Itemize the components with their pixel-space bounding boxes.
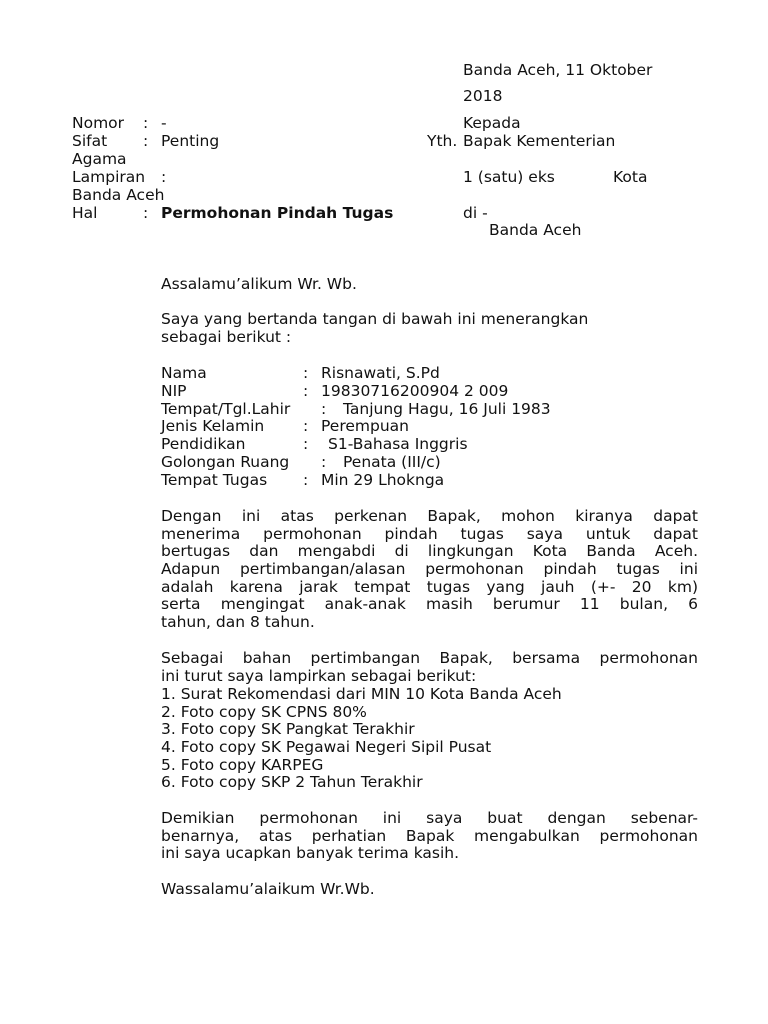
hal-value: Permohonan Pindah Tugas [161,204,394,222]
di-text: di - [463,204,488,222]
body1-line: menerima permohonan pindah tugas saya untuk dapat [161,525,698,543]
nip-colon: : [303,382,309,400]
ttl-label: Tempat/Tgl.Lahir [161,400,291,418]
body1-line: Dengan ini atas perkenan Bapak, mohon kiranya dapat [161,508,698,525]
body2-line: ini turut saya lampirkan sebagai berikut: [161,666,477,685]
list-item: 5. Foto copy KARPEG [161,755,324,774]
list-item: 3. Foto copy SK Pangkat Terakhir [161,720,415,739]
jk-colon: : [303,417,309,435]
lampiran-value: 1 (satu) eks [463,168,555,186]
pendidikan-value: S1-Bahasa Inggris [328,435,468,453]
body1-line: serta mengingat anak-anak masih berumur 11 bulan, 6 [161,596,698,614]
body1-line: bertugas dan mengabdi di lingkungan Kota Banda Aceh. [161,543,698,561]
sifat-label: Sifat [72,132,108,150]
ttl-colon: : [321,400,327,418]
body-paragraph-1 [161,508,698,632]
nama-label: Nama [161,364,207,382]
hal-colon: : [143,204,149,222]
golongan-colon: : [321,453,327,471]
body1-line: Adapun pertimbangan/alasan permohonan pindah tugas ini [161,561,698,579]
di-city-text: Banda Aceh [489,221,582,239]
letter-date-line1: Banda Aceh, 11 Oktober [463,61,653,79]
nama-colon: : [303,364,309,382]
greeting: Assalamu’alikum Wr. Wb. [161,275,357,293]
body-paragraph-2 [161,650,698,685]
nomor-colon: : [143,114,149,132]
lampiran-label: Lampiran [72,168,146,186]
sifat-value: Penting [161,132,220,150]
attachment-list [161,686,562,792]
kepada-text: Kepada [463,114,521,132]
nomor-value: - [161,114,167,132]
pendidikan-colon: : [303,435,309,453]
golongan-label: Golongan Ruang [161,453,290,471]
closing-line: ini saya ucapkan banyak terima kasih. [161,844,460,863]
hal-label: Hal [72,204,98,222]
list-item: 4. Foto copy SK Pegawai Negeri Sipil Pusat [161,738,492,757]
list-item: 6. Foto copy SKP 2 Tahun Terakhir [161,773,423,792]
jk-label: Jenis Kelamin [161,417,265,435]
nomor-label: Nomor [72,114,125,132]
lampiran-colon: : [161,168,167,186]
golongan-value: Penata (III/c) [343,453,441,471]
tempat-tugas-colon: : [303,471,309,489]
sifat-colon: : [143,132,149,150]
farewell: Wassalamu’alaikum Wr.Wb. [161,880,375,898]
nip-label: NIP [161,382,187,400]
body2-line: Sebagai bahan pertimbangan Bapak, bersama permohonan [161,650,698,667]
yth-text: Yth. [427,132,458,150]
body1-line: tahun, dan 8 tahun. [161,613,315,632]
closing-line: Demikian permohonan ini saya buat dengan sebenar- [161,810,698,827]
list-item: 2. Foto copy SK CPNS 80% [161,702,367,721]
closing-line: benarnya, atas perhatian Bapak mengabulkan permohonan [161,827,698,845]
tempat-tugas-value: Min 29 Lhoknga [321,471,445,489]
intro-line2: sebagai berikut : [161,328,292,346]
intro-line1: Saya yang bertanda tangan di bawah ini menerangkan [161,310,589,328]
body1-line: adalah karena jarak tempat tugas yang jauh (+- 20 km) [161,578,698,596]
lampiran-wrap-text: Banda Aceh [72,186,165,204]
kota-text: Kota [613,168,648,186]
list-item: 1. Surat Rekomendasi dari MIN 10 Kota Banda Aceh [161,685,562,703]
letter-date-line2: 2018 [463,87,503,105]
nama-value: Risnawati, S.Pd [321,364,440,382]
tempat-tugas-label: Tempat Tugas [161,471,268,489]
nip-value: 19830716200904 2 009 [321,382,509,400]
addressee-text: Bapak Kementerian [463,132,616,150]
ttl-value: Tanjung Hagu, 16 Juli 1983 [343,400,551,418]
closing-paragraph [161,810,698,863]
sifat-wrap-text: Agama [72,150,127,168]
jk-value: Perempuan [321,417,409,435]
pendidikan-label: Pendidikan [161,435,246,453]
